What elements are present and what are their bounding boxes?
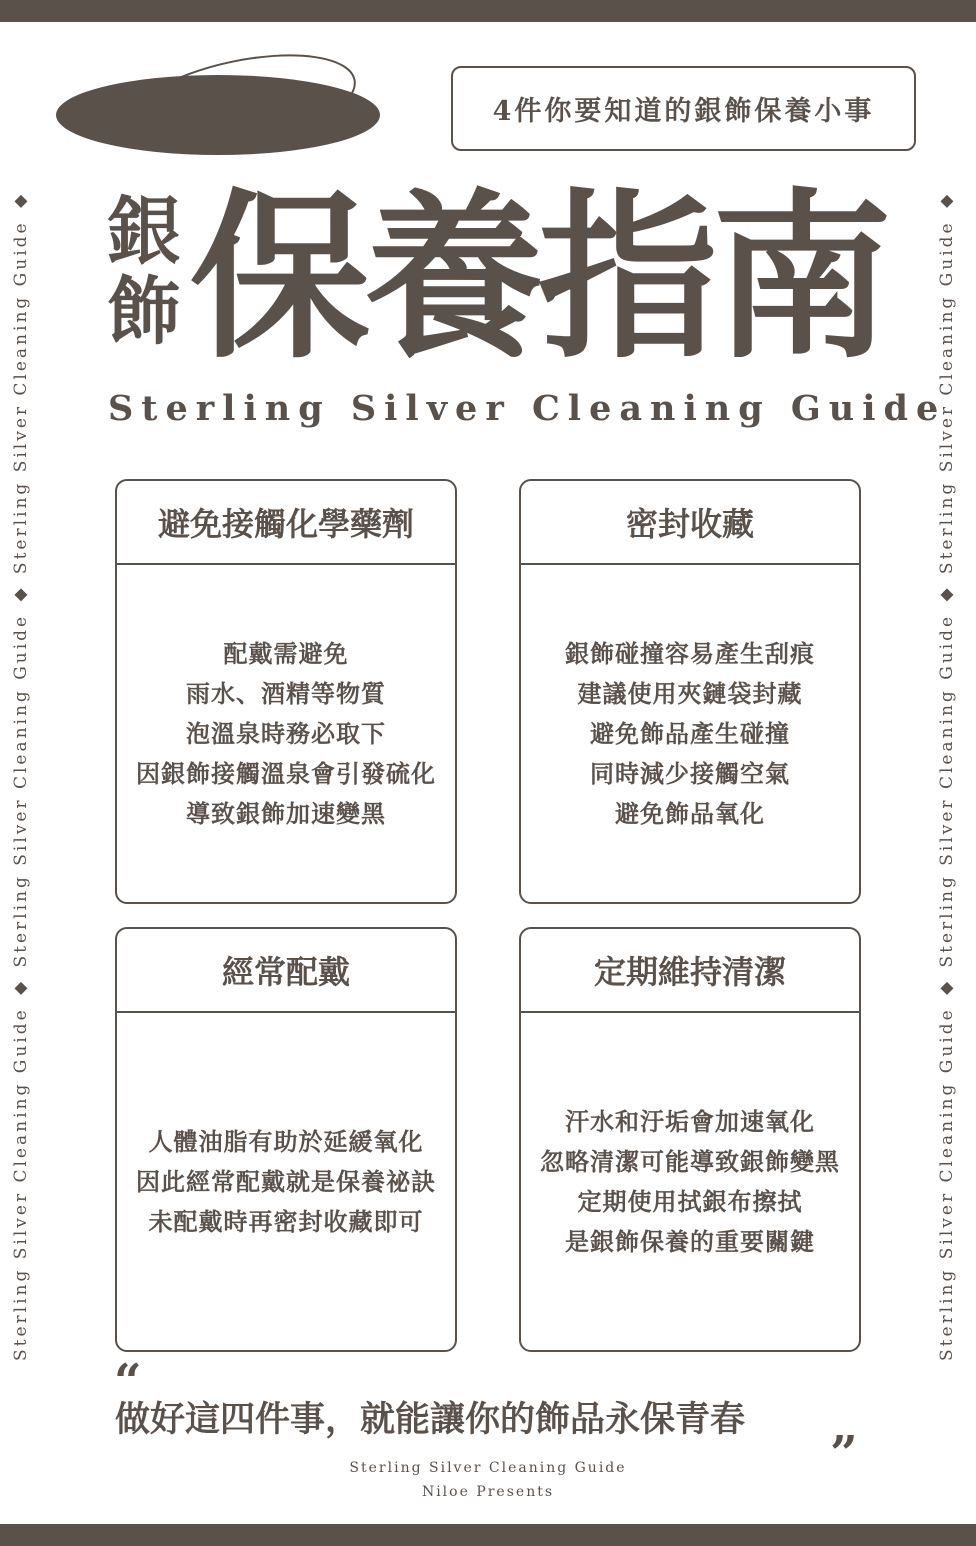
left-side-banner — [6, 80, 36, 1470]
card-line: 忽略清潔可能導致銀飾變黑 — [540, 1147, 840, 1176]
card-title: 避免接觸化學藥劑 — [117, 481, 455, 565]
card-body — [117, 1013, 455, 1350]
card-line: 未配戴時再密封收藏即可 — [148, 1207, 424, 1236]
footer-guide-title: Sterling Silver Cleaning Guide — [349, 1460, 627, 1476]
card-line: 避免飾品氧化 — [615, 799, 765, 828]
card-line: 配戴需避免 — [223, 639, 349, 668]
card-line: 同時減少接觸空氣 — [590, 759, 790, 788]
card-line: 雨水、酒精等物質 — [186, 679, 386, 708]
title-english: Sterling Silver Cleaning Guide — [108, 388, 947, 429]
card-line: 避免飾品產生碰撞 — [590, 719, 790, 748]
right-side-text: Sterling Silver Cleaning Guide ◆ Sterling Silver Cleaning Guide ◆ Sterling Silver Cleaning Guide ◆ — [937, 189, 957, 1361]
decorative-ellipse — [55, 52, 390, 167]
card-line: 泡溫泉時務必取下 — [186, 719, 386, 748]
left-side-text: Sterling Silver Cleaning Guide ◆ Sterling Silver Cleaning Guide ◆ Sterling Silver Cleaning Guide ◆ — [11, 189, 31, 1361]
card-wear-often — [115, 927, 457, 1352]
card-title: 密封收藏 — [521, 481, 859, 565]
right-side-banner — [932, 80, 962, 1470]
bottom-bar — [0, 1524, 976, 1546]
card-line: 人體油脂有助於延緩氧化 — [148, 1127, 424, 1156]
card-body — [521, 1013, 859, 1350]
subtitle-box — [451, 66, 916, 151]
card-body — [521, 565, 859, 902]
card-line: 導致銀飾加速變黑 — [186, 799, 386, 828]
card-line: 因此經常配戴就是保養祕訣 — [136, 1167, 436, 1196]
card-line: 因銀飾接觸溫泉會引發硫化 — [136, 759, 436, 788]
open-quote-mark: “ — [114, 1354, 142, 1410]
closing-statement: 做好這四件事，就能讓你的飾品永保青春 — [115, 1400, 746, 1440]
card-line: 汗水和汙垢會加速氧化 — [565, 1107, 815, 1136]
title-small: 銀飾 — [107, 189, 181, 355]
card-line: 是銀飾保養的重要關鍵 — [565, 1227, 815, 1256]
card-title: 經常配戴 — [117, 929, 455, 1013]
card-body — [117, 565, 455, 902]
card-line: 建議使用夾鏈袋封藏 — [577, 679, 803, 708]
card-regular-cleaning — [519, 927, 861, 1352]
close-quote-mark: ” — [830, 1426, 858, 1482]
card-title: 定期維持清潔 — [521, 929, 859, 1013]
card-line: 定期使用拭銀布擦拭 — [577, 1187, 803, 1216]
card-line: 銀飾碰撞容易產生刮痕 — [565, 639, 815, 668]
page-title: 保養指南 — [190, 172, 887, 383]
subtitle-text: 4件你要知道的銀飾保養小事 — [492, 96, 875, 127]
card-avoid-chemicals — [115, 479, 457, 904]
card-sealed-storage — [519, 479, 861, 904]
footer-presenter: Niloe Presents — [421, 1484, 555, 1500]
top-bar — [0, 0, 976, 22]
